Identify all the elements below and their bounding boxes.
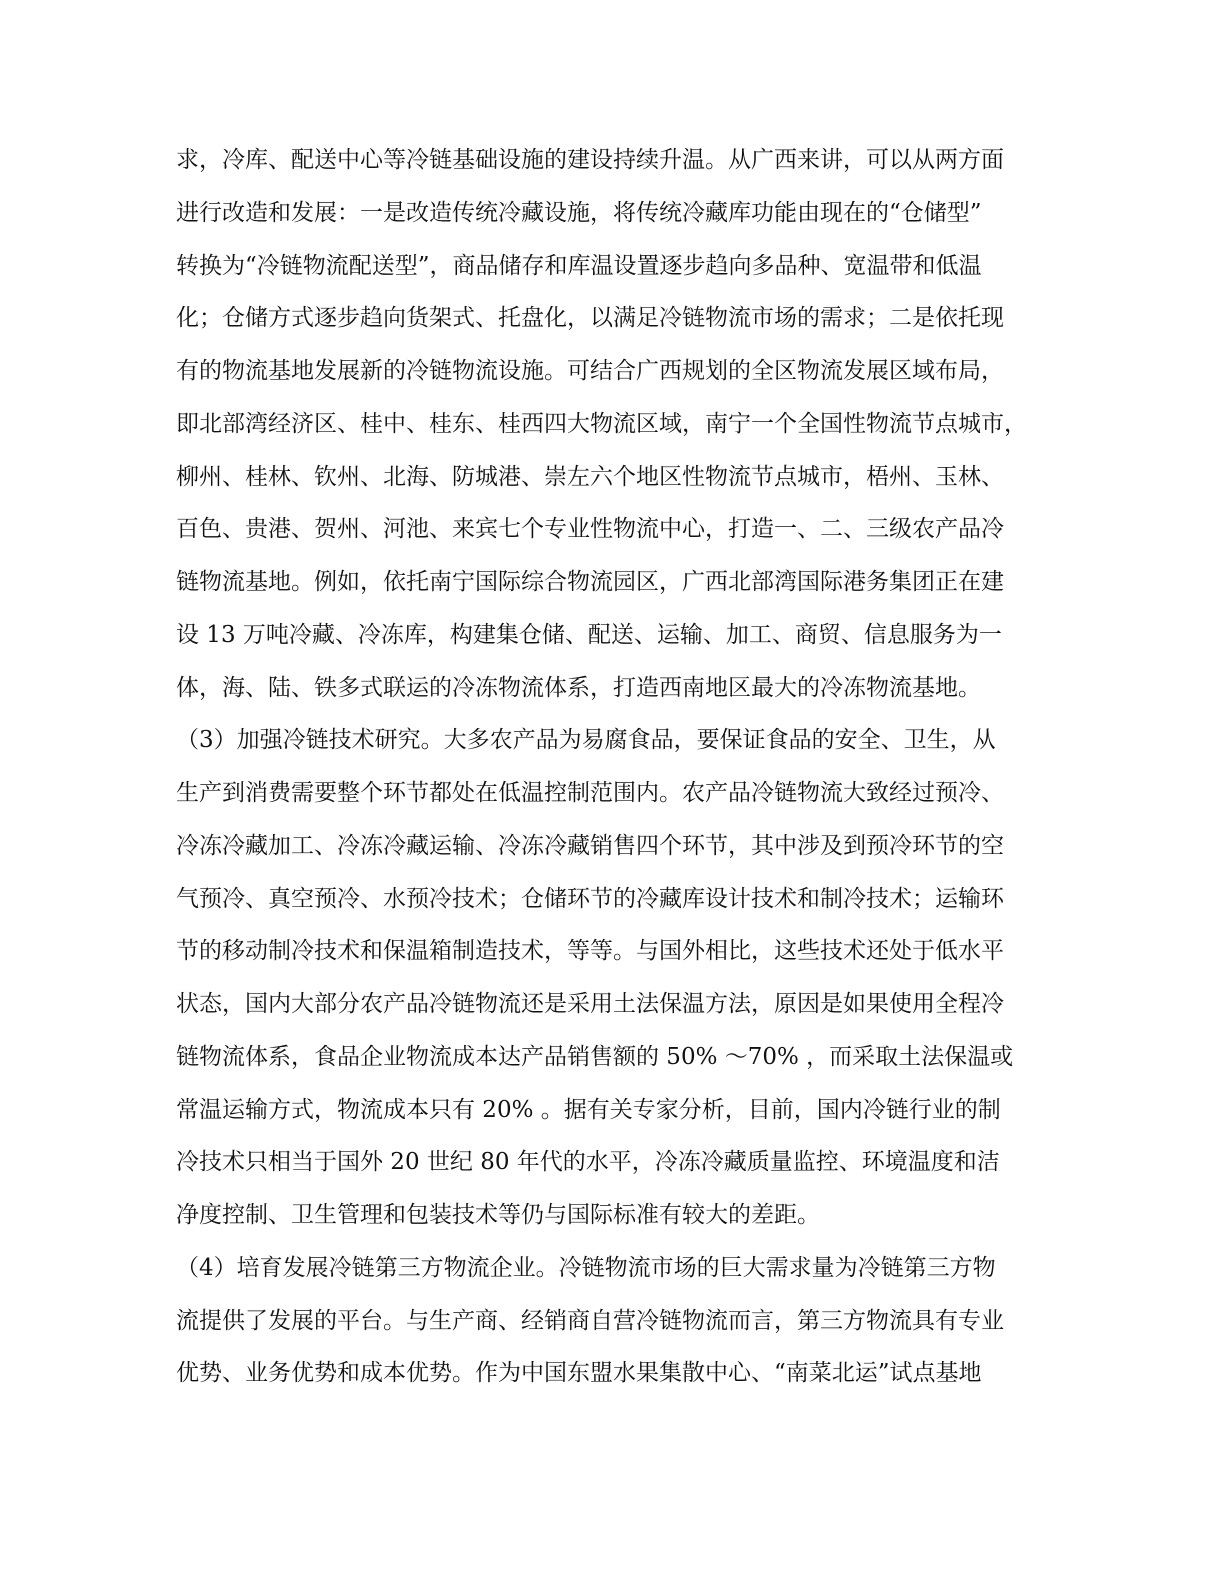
text-line: 化；仓储方式逐步趋向货架式、托盘化，以满足冷链物流市场的需求；二是依托现 [176,305,1004,332]
section-heading-line: （3）加强冷链技术研究。大多农产品为易腐食品，要保证食品的安全、卫生，从 [176,727,996,754]
text-line: 求，冷库、配送中心等冷链基础设施的建设持续升温。从广西来讲，可以从两方面 [176,147,1004,173]
text-line: 链物流基地。例如，依托南宁国际综合物流园区，广西北部湾国际港务集团正在建 [176,569,1004,595]
text-line: 转换为“冷链物流配送型”，商品储存和库温设置逐步趋向多品种、宽温带和低温 [176,252,982,279]
body-text [176,134,1056,1400]
text-line: 优势、业务优势和成本优势。作为中国东盟水果集散中心、“南菜北运”试点基地 [176,1360,982,1387]
text-line: 柳州、桂林、钦州、北海、防城港、崇左六个地区性物流节点城市，梧州、玉林、 [176,463,1004,490]
section-heading-line: （4）培育发展冷链第三方物流企业。冷链物流市场的巨大需求量为冷链第三方物 [176,1254,996,1281]
text-line: 状态，国内大部分农产品冷链物流还是采用土法保温方法，原因是如果使用全程冷 [176,991,1004,1017]
text-line: 体，海、陆、铁多式联运的冷冻物流体系，打造西南地区最大的冷冻物流基地。 [176,674,981,701]
text-line: 即北部湾经济区、桂中、桂东、桂西四大物流区域，南宁一个全国性物流节点城市， [176,410,1027,437]
text-line: 设 13 万吨冷藏、冷冻库，构建集仓储、配送、运输、加工、商贸、信息服务为一 [176,621,1002,648]
text-line: 进行改造和发展：一是改造传统冷藏设施，将传统冷藏库功能由现在的“仓储型” [176,199,982,226]
text-line: 气预冷、真空预冷、水预冷技术；仓储环节的冷藏库设计技术和制冷技术；运输环 [176,885,1004,912]
text-line: 生产到消费需要整个环节都处在低温控制范围内。农产品冷链物流大致经过预冷、 [176,780,1004,806]
text-line: 冷技术只相当于国外 20 世纪 80 年代的水平，冷冻冷藏质量监控、环境温度和洁 [176,1149,1000,1176]
text-line: 节的移动制冷技术和保温箱制造技术，等等。与国外相比，这些技术还处于低水平 [176,938,1004,965]
text-line: 流提供了发展的平台。与生产商、经销商自营冷链物流而言，第三方物流具有专业 [176,1307,1004,1334]
text-line: 常温运输方式，物流成本只有 20% 。据有关专家分析，目前，国内冷链行业的制 [176,1096,1001,1123]
text-line: 链物流体系，食品企业物流成本达产品销售额的 50% ～70% ，而采取土法保温或 [176,1043,1014,1070]
text-line: 有的物流基地发展新的冷链物流设施。可结合广西规划的全区物流发展区域布局， [176,358,1004,384]
text-line: 百色、贵港、贺州、河池、来宾七个专业性物流中心，打造一、二、三级农产品冷 [176,516,1004,543]
text-line: 净度控制、卫生管理和包装技术等仍与国际标准有较大的差距。 [176,1202,820,1228]
text-line: 冷冻冷藏加工、冷冻冷藏运输、冷冻冷藏销售四个环节，其中涉及到预冷环节的空 [176,832,1004,859]
